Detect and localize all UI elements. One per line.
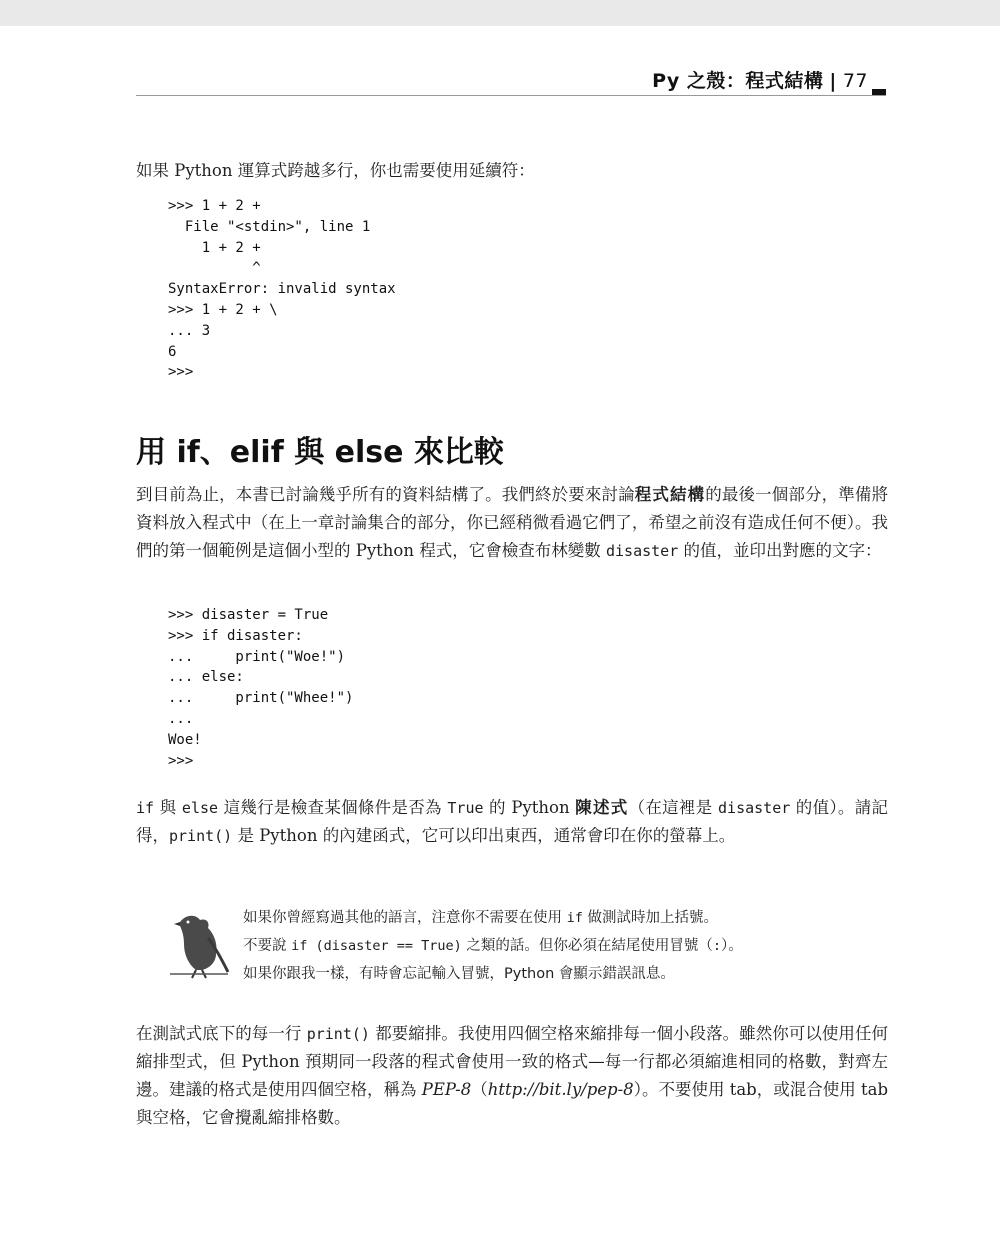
crow-icon (166, 908, 232, 980)
code-line: >>> disaster = True (168, 607, 329, 623)
text-run: 的值）。請記得， (136, 798, 888, 845)
running-header (652, 66, 868, 93)
inline-code: disaster (605, 542, 679, 560)
text-run: 的 Python (483, 798, 576, 817)
code-line: Woe! (168, 731, 202, 748)
inline-code: print() (306, 1025, 370, 1043)
code-block-continuation (168, 196, 396, 383)
url-link[interactable]: http://bit.ly/pep-8 (487, 1080, 634, 1099)
inline-code: disaster (718, 799, 791, 817)
defined-term: 陳述式 (575, 798, 629, 817)
code-line: ... print("Woe!") (168, 648, 346, 665)
body-paragraph-2 (136, 794, 888, 850)
inline-code: : (712, 938, 722, 954)
code-line: SyntaxError: invalid syntax (168, 281, 396, 298)
code-line: 6 (168, 343, 177, 360)
code-line: >>> 1 + 2 + \ (168, 301, 278, 318)
body-paragraph-1 (136, 481, 888, 565)
text-run: 之類的話。但你必須在結尾使用冒號（ (461, 938, 713, 954)
code-line: ... (168, 710, 194, 727)
text-run: 是 Python 的內建函式，它可以印出東西，通常會印在你的螢幕上。 (232, 826, 736, 845)
intro-paragraph (136, 157, 888, 185)
page-number: 77 (842, 70, 868, 92)
inline-code: if (136, 799, 155, 817)
pep-reference: PEP-8 (421, 1080, 472, 1099)
text-run: 做測試時加上括號。 (582, 910, 718, 926)
code-line: 1 + 2 + (168, 239, 261, 256)
text-run: 的最後一個部分，準備將資料放入程式中（在上一章討論集合的部分，你已經稍微看過它們了，希望之前沒有造成任何不便）。我們的第一個範例是這個小型的 Python 程式，它會檢查布林變數 (136, 485, 888, 560)
note-line-2 (243, 932, 883, 960)
text-run: 的值，並印出對應的文字： (678, 541, 882, 560)
text-run: ）。 (721, 938, 743, 954)
note-line-1 (243, 904, 883, 932)
inline-code: print() (169, 827, 233, 845)
code-line: >>> (168, 364, 194, 381)
header-separator: | (829, 70, 837, 92)
text-run: 與 (154, 798, 182, 817)
text-run: 不要說 (243, 938, 292, 954)
text-run: 這幾行是檢查某個條件是否為 (218, 798, 448, 817)
body-paragraph-3 (136, 1020, 888, 1132)
chapter-title: Py 之殼：程式結構 (652, 70, 824, 92)
code-line: >>> 1 + 2 + (168, 198, 261, 214)
text-run: （在這裡是 (628, 798, 719, 817)
header-rule (136, 95, 886, 96)
note-callout (243, 904, 883, 988)
code-line: ^ (168, 260, 261, 277)
text-run: （ (471, 1080, 488, 1099)
text-run: ）。不要使用 tab，或混合使用 tab 與空格，它會攪亂縮排格數。 (136, 1080, 889, 1127)
code-block-if-else (168, 605, 353, 771)
top-margin-band (0, 0, 1000, 26)
note-line-3: 如果你跟我一樣，有時會忘記輸入冒號，Python 會顯示錯誤訊息。 (243, 966, 675, 982)
intro-text: 如果 Python 運算式跨越多行，你也需要使用延續符： (136, 161, 535, 180)
code-line: ... else: (168, 669, 244, 686)
code-line: ... print("Whee!") (168, 690, 354, 707)
section-heading: 用 if、elif 與 else 來比較 (136, 435, 504, 470)
text-run: 如果你曾經寫過其他的語言，注意你不需要在使用 (243, 910, 567, 926)
code-line: File "<stdin>", line 1 (168, 218, 371, 235)
inline-code: if (566, 910, 583, 926)
inline-code: else (181, 799, 219, 817)
inline-code: True (447, 799, 484, 817)
text-run: 在測試式底下的每一行 (136, 1024, 307, 1043)
text-run: 都要縮排。我使用四個空格來縮排每一個小段落。雖然你可以使用任何縮排型式，但 Python 預期同一段落的程式會使用一致的格式—每一行都必須縮進相同的格數，對齊左邊。建議的格式是使用四個空格，稱為 (136, 1024, 888, 1099)
code-line: >>> if disaster: (168, 627, 303, 644)
inline-code: if (disaster == True) (291, 938, 462, 954)
code-line: >>> (168, 752, 194, 769)
defined-term: 程式結構 (634, 485, 706, 504)
text-run: 到目前為止，本書已討論幾乎所有的資料結構了。我們終於要來討論 (136, 485, 635, 504)
code-line: ... 3 (168, 322, 211, 339)
